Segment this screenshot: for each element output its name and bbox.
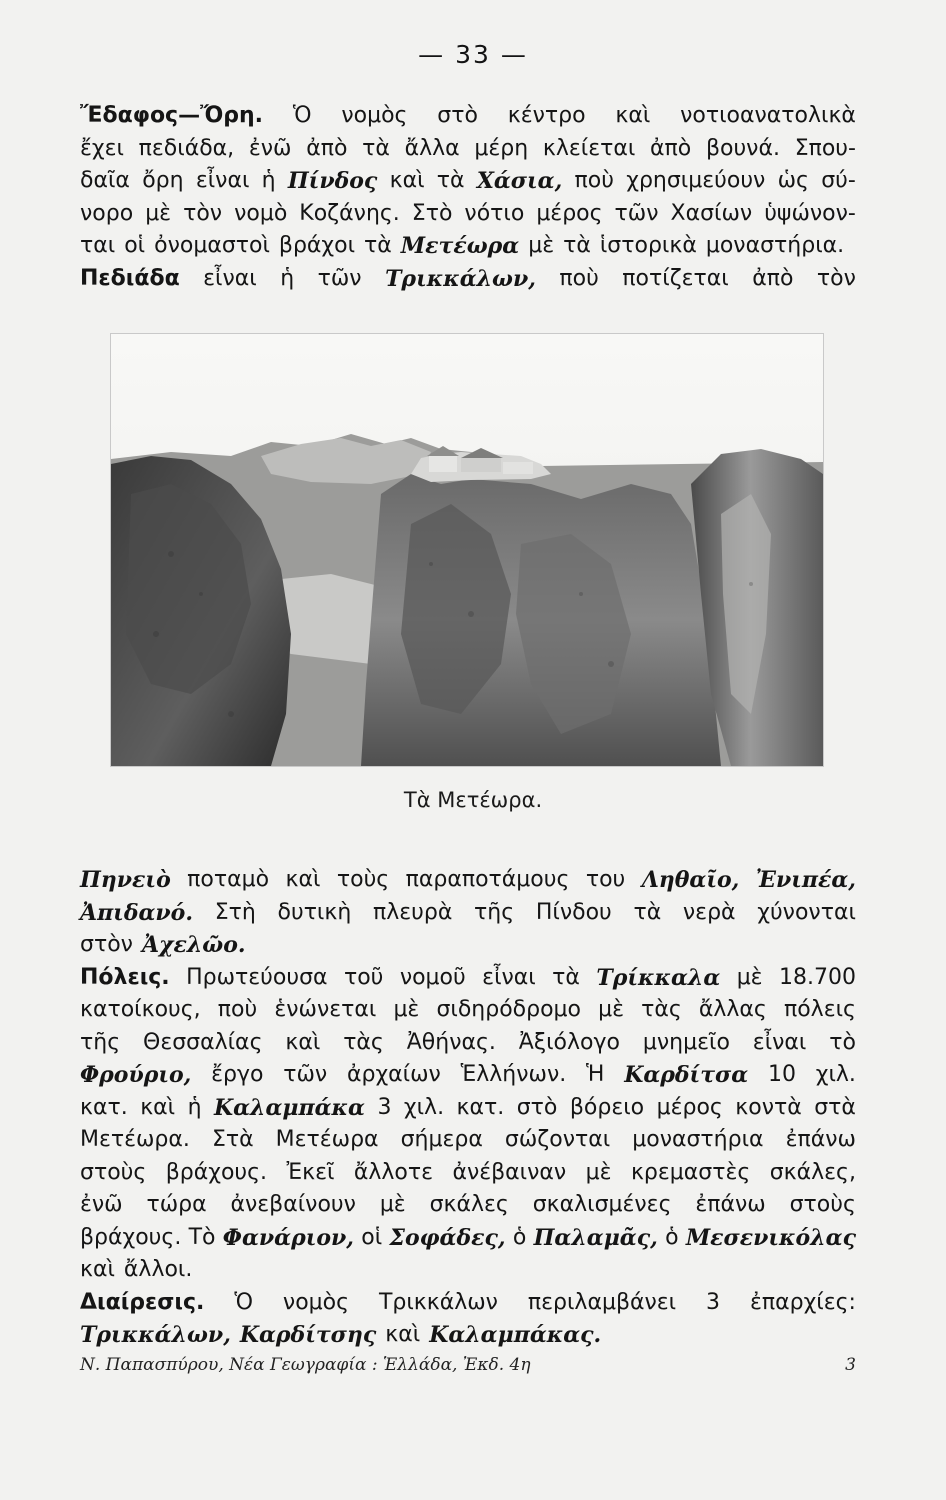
word: εἶναι xyxy=(203,265,257,291)
emphasized-word: Τρίκκαλα xyxy=(596,964,721,991)
word: κατοίκους, xyxy=(80,997,201,1022)
page-number: — 33 — xyxy=(418,40,528,69)
word: μὲ xyxy=(736,964,763,990)
word: τὰ xyxy=(552,964,580,990)
word: μὲ xyxy=(585,1159,612,1185)
text-line xyxy=(80,1124,856,1157)
text-line xyxy=(80,897,856,930)
word: κλείεται xyxy=(542,135,636,161)
word: νερὰ xyxy=(682,899,736,925)
word: Ἡ xyxy=(586,1062,605,1087)
text-line xyxy=(80,1319,856,1352)
word: Χασίων xyxy=(670,200,753,226)
text-line xyxy=(80,1287,856,1320)
word: τὰς xyxy=(343,1029,384,1055)
word: βράχους. xyxy=(165,1159,268,1185)
word: Ὁ xyxy=(292,103,312,128)
word: τῶν xyxy=(283,1062,328,1087)
word: πλευρὰ xyxy=(372,899,453,925)
word: τὸν xyxy=(816,265,856,291)
word: νοτιοανατολικὰ xyxy=(680,103,856,128)
emphasized-word: Πίνδος xyxy=(287,168,378,194)
text-line xyxy=(80,263,856,296)
word: τὰς xyxy=(641,997,682,1022)
word: βράχοι xyxy=(278,233,356,258)
word: ποὺ xyxy=(574,168,614,193)
footer-signature-mark: 3 xyxy=(845,1355,856,1375)
emphasized-word: Τρικκάλων, xyxy=(385,265,536,292)
word: ἀπὸ xyxy=(306,135,348,161)
word: καὶ xyxy=(389,168,425,193)
word: σκαλισμένες xyxy=(532,1192,672,1217)
word: Ὁ xyxy=(234,1289,253,1315)
footer-source: Ν. Παπασπύρου, Νέα Γεωγραφία : Ἑλλάδα, Ἐκδ. 4η xyxy=(80,1355,531,1375)
emphasized-word: Καλαμπάκας. xyxy=(429,1322,602,1348)
word: σήμερα xyxy=(400,1127,483,1152)
word: τῶν xyxy=(614,200,659,226)
word: ἑνώνεται xyxy=(274,997,377,1022)
word: εἶναι xyxy=(195,168,250,193)
word: Θεσσαλίας xyxy=(143,1029,263,1055)
word: εἶναι xyxy=(482,964,536,990)
word: νομὸς xyxy=(282,1289,350,1315)
text-line xyxy=(80,165,856,198)
word: τῶν xyxy=(317,265,362,291)
word: του xyxy=(585,867,626,892)
word: χιλ. xyxy=(403,1094,445,1120)
emphasized-word: Καρδίτσης xyxy=(239,1322,377,1348)
text-line xyxy=(80,1157,856,1190)
word: ἡ xyxy=(280,265,295,291)
word: νομοῦ xyxy=(399,964,466,990)
text-line xyxy=(80,929,856,962)
word: μὲ xyxy=(145,200,172,226)
word: ὀνομαστοὶ xyxy=(154,233,270,258)
word: ἄλλοι. xyxy=(123,1257,193,1282)
word: μοναστήρια xyxy=(632,1127,764,1152)
word: ποταμὸ xyxy=(187,867,270,892)
word: τώρα xyxy=(146,1192,207,1217)
word: χύνονται xyxy=(757,899,856,925)
text-line xyxy=(80,1254,856,1287)
word: κοντὰ xyxy=(735,1094,802,1120)
word: ὡς xyxy=(777,168,809,193)
word: βράχους. xyxy=(80,1224,182,1250)
word: τὰ xyxy=(563,233,591,258)
word: στὸν xyxy=(80,932,133,957)
emphasized-word: Πόλεις. xyxy=(80,964,170,990)
emphasized-word: Φρούριο, xyxy=(80,1062,192,1088)
word: καὶ xyxy=(615,103,651,128)
word: ἱστορικὰ xyxy=(599,233,697,258)
word: ἄλλα xyxy=(404,135,460,161)
text-line xyxy=(80,230,856,263)
word: νορο xyxy=(80,200,134,226)
emphasized-word: Ἔδαφος—Ὄρη. xyxy=(80,103,264,128)
word: ἡ xyxy=(187,1094,202,1120)
emphasized-word: Μετέωρα xyxy=(400,233,520,259)
word: Ἀξιόλογο xyxy=(518,1029,620,1055)
word: κατ. xyxy=(80,1094,128,1120)
word: μέρος xyxy=(536,200,603,226)
word: βόρειο xyxy=(569,1094,645,1120)
word: τὰ xyxy=(362,135,390,161)
word: 3 xyxy=(706,1289,721,1315)
word: 18.700 xyxy=(779,964,856,990)
word: σώζονται xyxy=(504,1127,611,1152)
word: Ἀθήνας. xyxy=(406,1029,496,1055)
text-line xyxy=(80,994,856,1027)
word: ὁ xyxy=(665,1224,679,1250)
text-line xyxy=(80,133,856,166)
word: 10 xyxy=(767,1062,796,1087)
word: μοναστήρια. xyxy=(705,233,845,258)
word: ποὺ xyxy=(559,265,599,291)
word: Στὴ xyxy=(214,899,256,925)
page-footer xyxy=(80,1355,856,1375)
word: ἄλλας xyxy=(698,997,767,1022)
emphasized-word: Ἀπιδανό. xyxy=(80,899,194,926)
word: βουνά. xyxy=(705,135,780,161)
word: ὁ xyxy=(512,1224,527,1250)
text-line xyxy=(80,864,856,897)
word: ἐνῶ xyxy=(248,135,292,161)
text-line xyxy=(80,1189,856,1222)
word: ἔργο xyxy=(211,1062,264,1087)
word: οἱ xyxy=(124,233,146,258)
emphasized-word: Φανάριον, xyxy=(222,1224,354,1251)
word: ἀπὸ xyxy=(650,135,692,161)
word: καὶ xyxy=(80,1257,115,1282)
word: τὰ xyxy=(436,168,465,193)
word: ὑψώνον- xyxy=(764,200,856,226)
word: 3 xyxy=(377,1094,392,1120)
word: ἀνεβαίνουν xyxy=(230,1192,356,1217)
word: οἱ xyxy=(361,1224,383,1250)
photo-caption: Τὰ Μετέωρα. xyxy=(403,788,543,812)
word: σκάλες xyxy=(429,1192,509,1217)
word: τῆς xyxy=(80,1029,121,1055)
word: μνημεῖο xyxy=(642,1029,730,1055)
emphasized-word: Καρδίτσα xyxy=(624,1062,749,1088)
word: τὰ xyxy=(633,899,662,925)
meteora-photo-illustration xyxy=(111,334,823,766)
word: Μετέωρα. xyxy=(80,1127,190,1152)
word: καὶ xyxy=(285,867,321,892)
word: ἄλλοτε xyxy=(353,1159,434,1185)
word: καὶ xyxy=(140,1094,176,1120)
word: τοὺς xyxy=(336,867,390,892)
word: σύ- xyxy=(821,168,856,193)
meteora-photograph xyxy=(110,333,824,767)
word: πεδιάδα, xyxy=(138,135,235,161)
word: ποτίζεται xyxy=(622,265,729,291)
word: παραποτάμους xyxy=(405,867,570,892)
word: ἡ xyxy=(261,168,276,193)
word: καὶ xyxy=(285,1029,321,1055)
emphasized-word: Παλαμᾶς, xyxy=(533,1224,658,1251)
text-line xyxy=(80,1059,856,1092)
text-line xyxy=(80,1222,856,1255)
paragraph-rivers-cities xyxy=(80,864,856,1352)
word: μέρη xyxy=(474,135,529,161)
word: νότιο xyxy=(464,200,525,226)
word: ἀνέβαιναν xyxy=(452,1159,567,1185)
word: νομὸς xyxy=(341,103,408,128)
emphasized-word: Καλαμπάκα xyxy=(214,1094,365,1121)
word: Ἐκεῖ xyxy=(286,1159,335,1185)
word: καὶ xyxy=(385,1322,421,1347)
word: ται xyxy=(80,233,116,258)
text-line xyxy=(80,198,856,231)
word: στὸ xyxy=(437,103,478,128)
word: τῆς xyxy=(474,899,515,925)
word: Τὸ xyxy=(188,1224,216,1250)
emphasized-word: Σοφάδες, xyxy=(389,1224,506,1251)
emphasized-word: Τρικκάλων, xyxy=(80,1322,231,1348)
text-line xyxy=(80,100,856,133)
emphasized-word: Χάσια, xyxy=(476,168,563,194)
word: τὸ xyxy=(829,1029,856,1055)
paragraph-relief xyxy=(80,100,856,295)
word: Στὸ xyxy=(411,200,453,226)
word: κέντρο xyxy=(507,103,586,128)
word: μὲ xyxy=(598,997,624,1022)
word: δαῖα xyxy=(80,168,130,193)
text-line xyxy=(80,1027,856,1060)
emphasized-word: Ἀχελῶο. xyxy=(141,932,246,958)
word: τὸν xyxy=(183,200,223,226)
word: Στὰ xyxy=(211,1127,254,1152)
word: μέρος xyxy=(656,1094,723,1120)
word: Ἑλλήνων. xyxy=(460,1062,567,1087)
word: μὲ xyxy=(379,1192,406,1217)
word: Τρικκάλων xyxy=(378,1289,498,1315)
word: πόλεις xyxy=(783,997,856,1022)
word: ἔχει xyxy=(80,135,124,161)
word: σιδηρόδρομο xyxy=(436,997,581,1022)
word: τὰ xyxy=(364,233,392,258)
text-line xyxy=(80,1092,856,1125)
word: χρησιμεύουν xyxy=(626,168,766,193)
word: σκάλες, xyxy=(769,1159,856,1185)
word: ἐπάνω xyxy=(695,1192,766,1217)
emphasized-word: Πεδιάδα xyxy=(80,265,180,291)
word: στοὺς xyxy=(80,1159,147,1185)
emphasized-word: Ἐνιπέα, xyxy=(755,867,856,893)
word: εἶναι xyxy=(752,1029,807,1055)
word: ἐνῶ xyxy=(80,1192,123,1217)
word: στὰ xyxy=(814,1094,856,1120)
word: χιλ. xyxy=(815,1062,856,1087)
word: κατ. xyxy=(456,1094,505,1120)
word: ποὺ xyxy=(217,997,258,1022)
word: Πίνδου xyxy=(535,899,612,925)
emphasized-word: Ληθαῖο, xyxy=(641,867,740,893)
word: μὲ xyxy=(528,233,555,258)
word: Σπου- xyxy=(794,135,856,161)
word: Πρωτεύουσα xyxy=(186,964,328,990)
word: Κοζάνης. xyxy=(299,200,400,226)
text-line xyxy=(80,962,856,995)
word: περιλαμβάνει xyxy=(527,1289,677,1315)
word: τοῦ xyxy=(343,964,384,990)
word: Μετέωρα xyxy=(275,1127,379,1152)
word: στοὺς xyxy=(789,1192,856,1217)
word: νομὸ xyxy=(234,200,288,226)
word: κρεμαστὲς xyxy=(630,1159,751,1185)
word: ὄρη xyxy=(142,168,184,193)
word: ἐπάνω xyxy=(785,1127,856,1152)
word: ἀρχαίων xyxy=(347,1062,441,1087)
word: ἐπαρχίες: xyxy=(749,1289,856,1315)
word: στὸ xyxy=(516,1094,558,1120)
emphasized-word: Πηνειὸ xyxy=(80,867,171,893)
word: μὲ xyxy=(393,997,420,1022)
word: ἀπὸ xyxy=(752,265,794,291)
word: δυτικὴ xyxy=(277,899,352,925)
emphasized-word: Μεσενικόλας xyxy=(685,1224,856,1251)
emphasized-word: Διαίρεσις. xyxy=(80,1289,205,1315)
